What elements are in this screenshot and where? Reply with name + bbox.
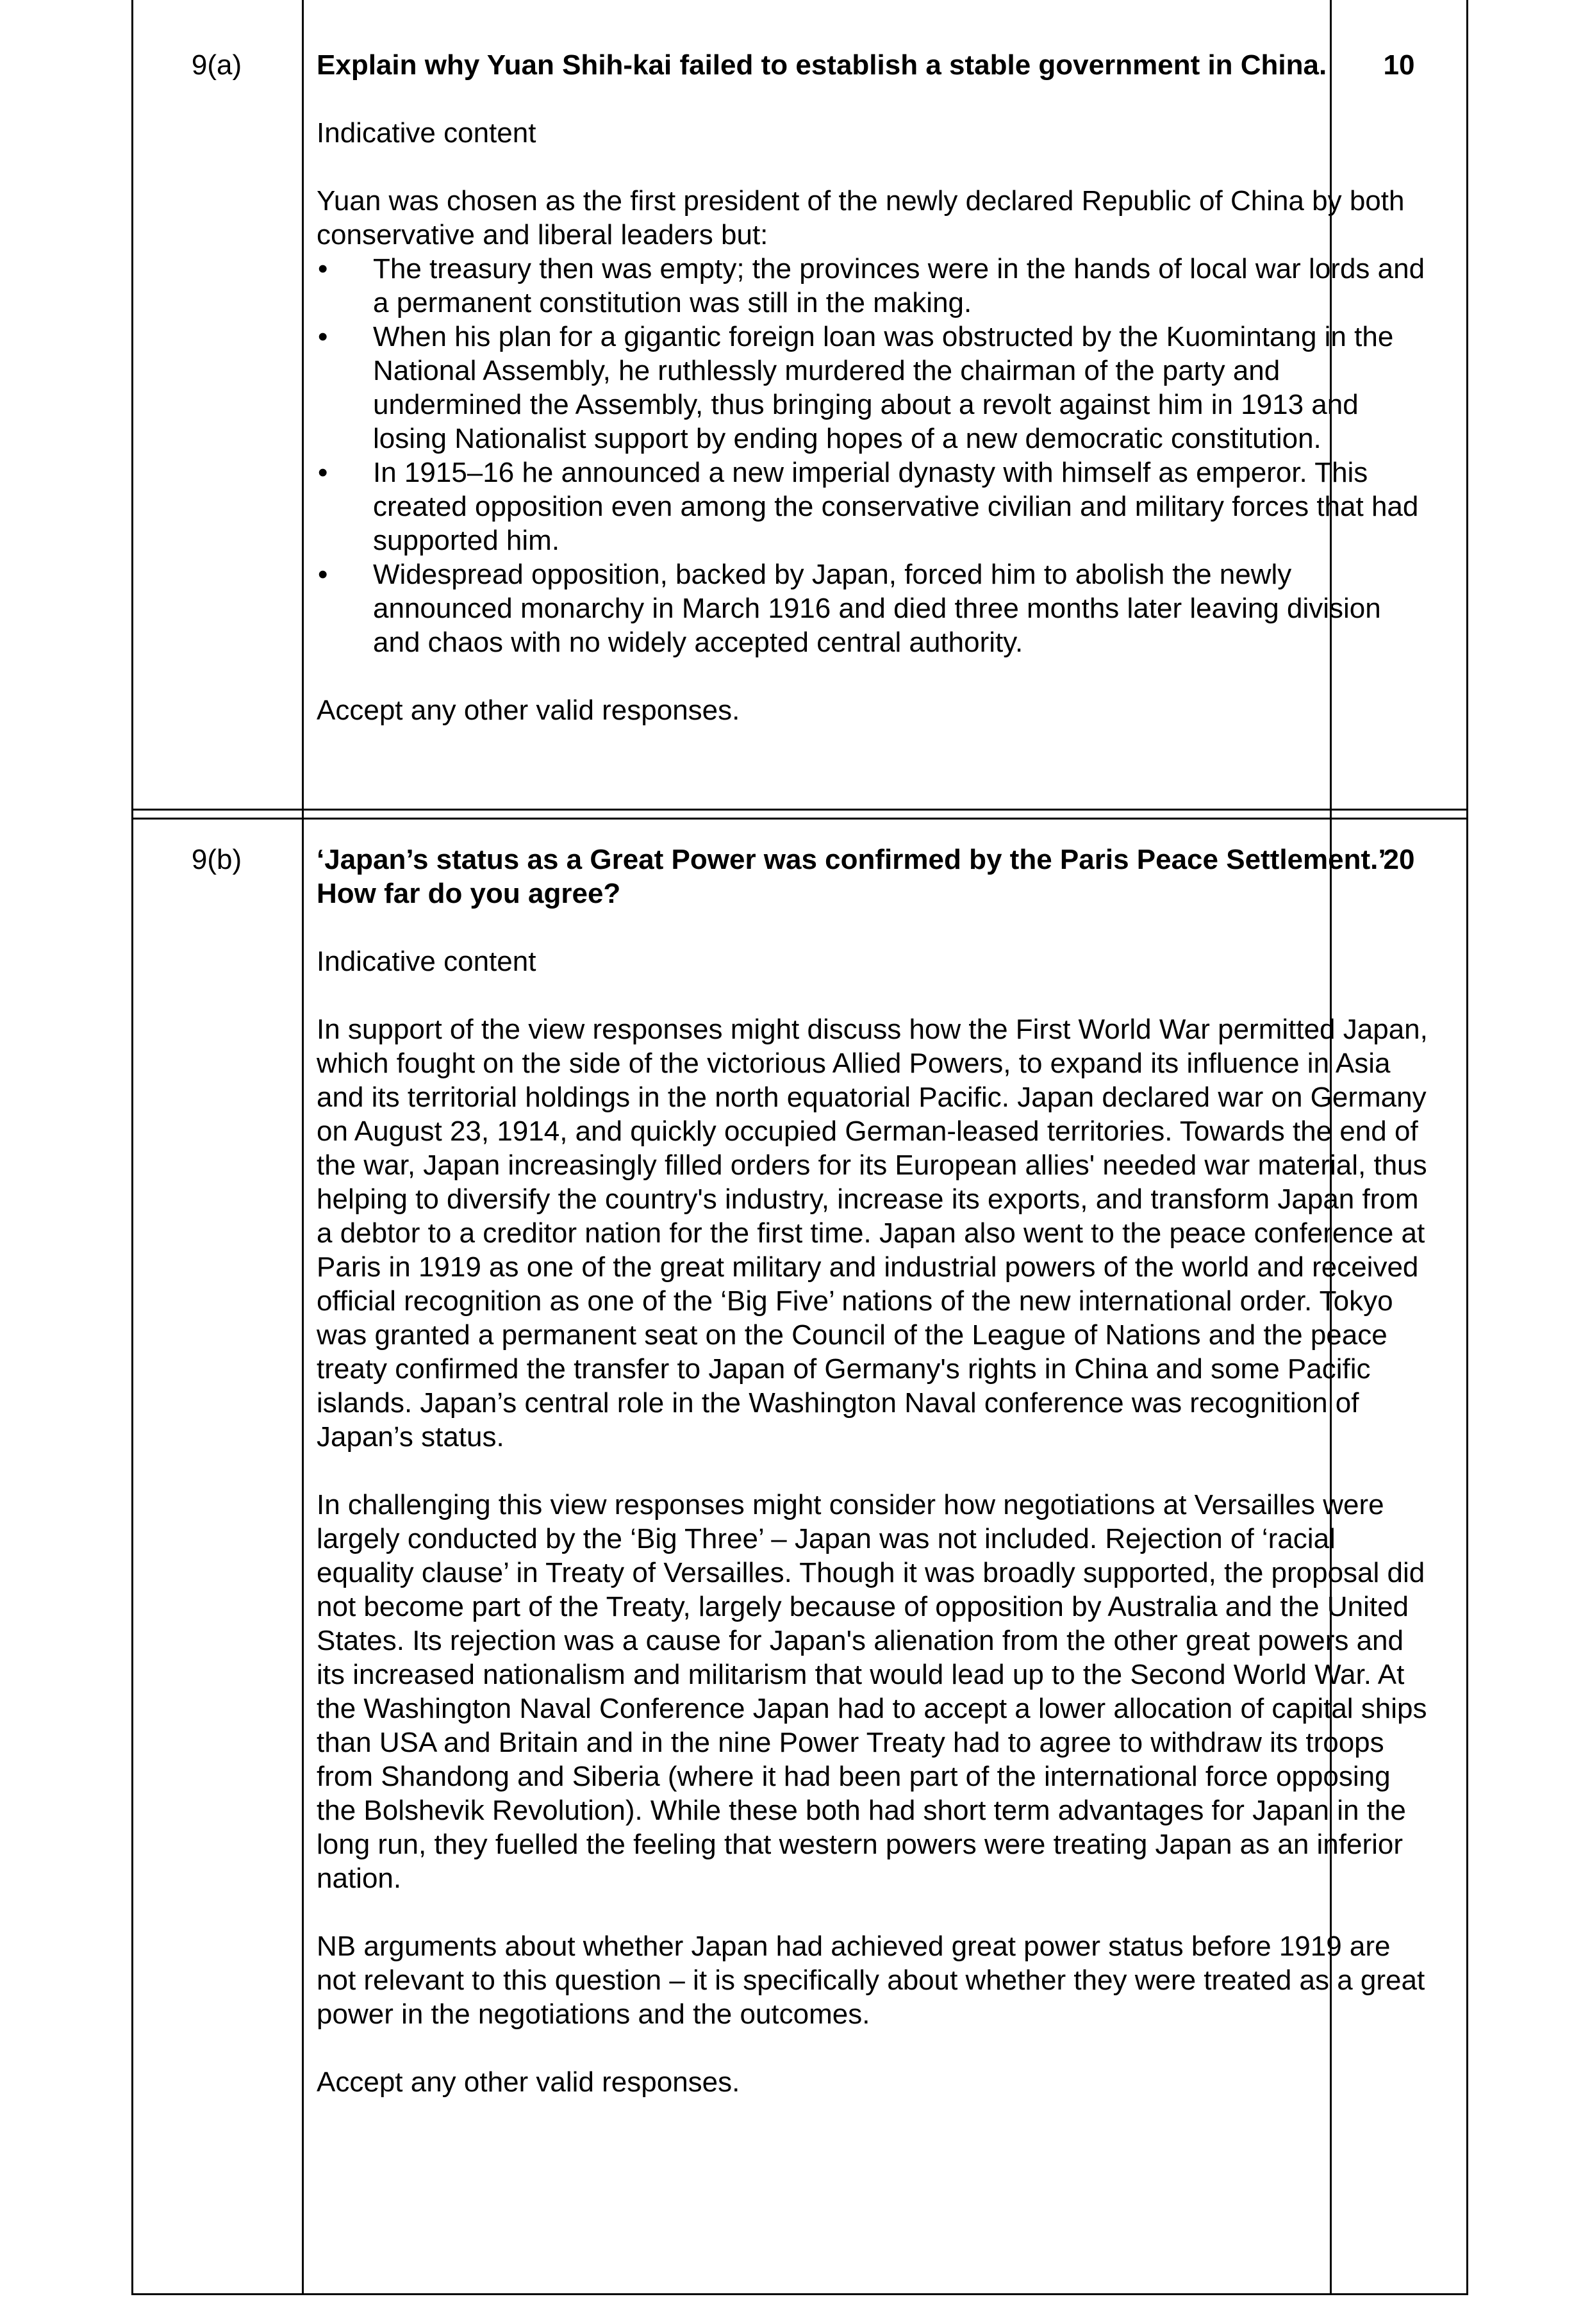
accept-note: Accept any other valid responses. xyxy=(317,2066,740,2098)
question-text: ‘Japan’s status as a Great Power was confirmed by the Paris Peace Settlement.’ How far do you agree? xyxy=(317,844,1385,909)
question-content xyxy=(317,843,1432,2099)
table-border-right xyxy=(1466,0,1468,2295)
list-item: • When his plan for a gigantic foreign loan was obstructed by the Kuomintang in the National Assembly, he ruthlessly murdered the chairman of the party and undermined the Assembly, thus bringing about a revolt against him in 1913 and losing Nationalist support by ending hopes of a new democratic constitution. xyxy=(317,320,1432,456)
bullet-list xyxy=(317,252,1432,659)
question-content xyxy=(317,48,1432,727)
support-paragraph: In support of the view responses might discuss how the First World War permitted Japan, which fought on the side of the victorious Allied Powers, to expand its influence in Asia and its territorial holdings in the north equatorial Pacific. Japan declared war on Germany on August 23, 1914, and quickly occupied German-leased territories. Towards the end of the war, Japan increasingly filled orders for its European allies' needed war material, thus helping to diversify the country's industry, increase its exports, and transform Japan from a debtor to a creditor nation for the first time. Japan also went to the peace conference at Paris in 1919 as one of the great military and industrial powers of the world and received official recognition as one of the ‘Big Five’ nations of the new international order. Tokyo was granted a permanent seat on the Council of the League of Nations and the peace treaty confirmed the transfer to Japan of Germany's rights in China and some Pacific islands. Japan’s central role in the Washington Naval conference was recognition of Japan’s status. xyxy=(317,1014,1428,1453)
mark-scheme-table xyxy=(131,0,1468,2295)
question-text: Explain why Yuan Shih-kai failed to establish a stable government in China. xyxy=(317,49,1327,81)
marks-value: 20 xyxy=(1383,844,1415,875)
indicative-heading: Indicative content xyxy=(317,117,536,149)
table-border-bottom xyxy=(131,2293,1468,2295)
indicative-heading: Indicative content xyxy=(317,946,536,977)
nb-paragraph: NB arguments about whether Japan had achieved great power status before 1919 are not relevant to this question – it is specifically about whether they were treated as a great power in the negotiations and the outcomes. xyxy=(317,1931,1425,2030)
intro-paragraph: Yuan was chosen as the first president of the newly declared Republic of China by both conservative and liberal leaders but: xyxy=(317,185,1405,251)
section-separator-bottom xyxy=(131,818,1468,820)
table-border-left xyxy=(131,0,133,2295)
list-item: • Widespread opposition, backed by Japan, forced him to abolish the newly announced monarchy in March 1916 and died three months later leaving division and chaos with no widely accepted central authority. xyxy=(317,557,1432,659)
question-number: 9(b) xyxy=(191,844,242,875)
list-item: • In 1915–16 he announced a new imperial dynasty with himself as emperor. This created opposition even among the conservative civilian and military forces that had supported him. xyxy=(317,456,1432,557)
list-item: • The treasury then was empty; the provinces were in the hands of local war lords and a permanent constitution was still in the making. xyxy=(317,252,1432,320)
marks-value: 10 xyxy=(1383,49,1415,81)
section-separator-top xyxy=(131,809,1468,811)
challenge-paragraph: In challenging this view responses might consider how negotiations at Versailles were largely conducted by the ‘Big Three’ – Japan was not included. Rejection of ‘racial equality clause’ in Treaty of Versailles. Though it was broadly supported, the proposal did not become part of the Treaty, largely because of opposition by Australia and the United States. Its rejection was a cause for Japan's alienation from the other great powers and its increased nationalism and militarism that would lead up to the Second World War. At the Washington Naval Conference Japan had to accept a lower allocation of capital ships than USA and Britain and in the nine Power Treaty had to agree to withdraw its troops from Shandong and Siberia (where it had been part of the international force opposing the Bolshevik Revolution). While these both had short term advantages for Japan in the long run, they fuelled the feeling that western powers were treating Japan as an inferior nation. xyxy=(317,1489,1427,1894)
question-number: 9(a) xyxy=(191,49,242,81)
accept-note: Accept any other valid responses. xyxy=(317,695,740,726)
table-divider-1 xyxy=(302,0,304,2295)
